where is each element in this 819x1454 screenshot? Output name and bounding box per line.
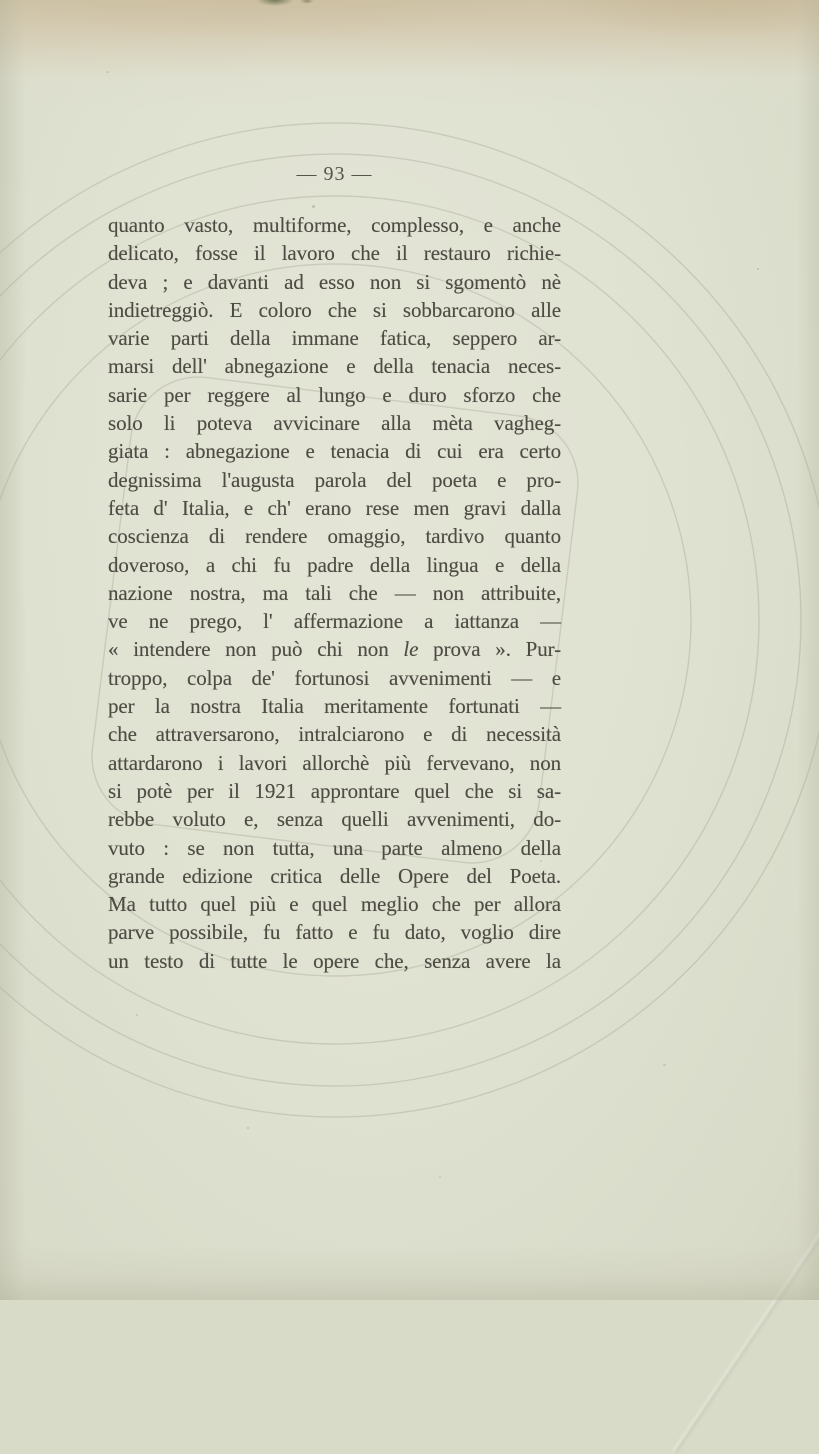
paper-speck: [663, 1064, 666, 1066]
paper-speck: [439, 1176, 441, 1178]
paper-speck: [312, 205, 315, 208]
text-line: vuto : se non tutta, una parte almeno della: [108, 835, 561, 860]
text-line: sarie per reggere al lungo e duro sforzo che: [108, 382, 561, 407]
text-line: marsi dell' abnegazione e della tenacia neces-: [108, 354, 561, 379]
text-line: attardarono i lavori allorchè più fervevano, non: [108, 750, 561, 775]
text-line: Ma tutto quel più e quel meglio che per allora: [108, 892, 561, 917]
text-line: solo li poteva avvicinare alla mèta vagheg-: [108, 411, 561, 436]
text-line: giata : abnegazione e tenacia di cui era certo: [108, 439, 561, 464]
paper-right-shade: [797, 0, 819, 1300]
text-line: indietreggiò. E coloro che si sobbarcarono alle: [108, 297, 561, 322]
text-line: si potè per il 1921 approntare quel che si sa-: [108, 778, 561, 803]
text-line: un testo di tutte le opere che, senza avere la: [108, 948, 561, 973]
text-line: che attraversarono, intralciarono e di necessità: [108, 722, 561, 747]
text-line: grande edizione critica delle Opere del Poeta.: [108, 863, 561, 888]
text-line: feta d' Italia, e ch' erano rese men gravi dalla: [108, 495, 561, 520]
ink-smudge-mark-small: [300, 0, 314, 4]
paper-bottom-shade: [0, 1245, 819, 1300]
paper-speck: [757, 268, 759, 270]
text-line: troppo, colpa de' fortunosi avvenimenti — e: [108, 665, 561, 690]
page-number: — 93 —: [296, 163, 373, 185]
text-line: doveroso, a chi fu padre della lingua e della: [108, 552, 561, 577]
text-line: « intendere non può chi non le prova ». Pur-: [108, 637, 561, 662]
paper-speck: [247, 1127, 249, 1129]
page-text: [108, 211, 561, 975]
paper-speck: [106, 71, 109, 73]
text-line: coscienza di rendere omaggio, tardivo quanto: [108, 524, 561, 549]
text-line: quanto vasto, multiforme, complesso, e anche: [108, 213, 561, 237]
text-line: deva ; e davanti ad esso non si sgomentò nè: [108, 269, 561, 294]
text-line: delicato, fosse il lavoro che il restauro richie-: [108, 241, 561, 266]
paper-left-shade: [0, 0, 26, 1300]
paper-top-toning: [0, 0, 819, 110]
text-line: rebbe voluto e, senza quelli avvenimenti, do-: [108, 807, 561, 832]
ink-smudge-mark: [256, 0, 294, 6]
text-line: per la nostra Italia meritamente fortunati —: [108, 694, 561, 719]
text-line: varie parti della immane fatica, seppero ar-: [108, 326, 561, 351]
paper-speck: [136, 1014, 138, 1016]
text-line: parve possibile, fu fatto e fu dato, voglio dire: [108, 920, 561, 945]
text-line: ve ne prego, l' affermazione a iattanza —: [108, 609, 561, 634]
text-line: degnissima l'augusta parola del poeta e pro-: [108, 467, 561, 492]
text-line: nazione nostra, ma tali che — non attribuite,: [108, 580, 561, 605]
